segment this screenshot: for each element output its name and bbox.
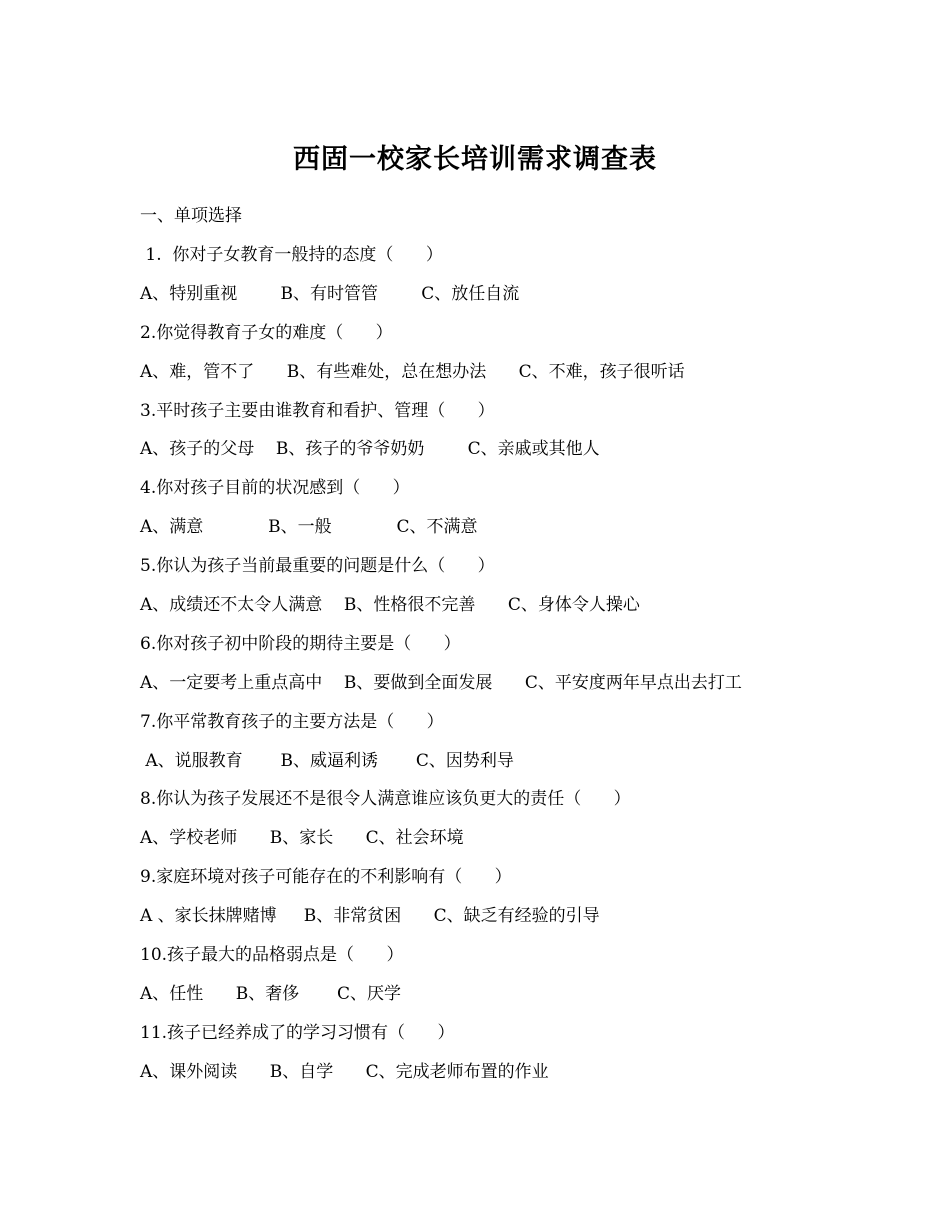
question-text: 孩子已经养成了的学习习惯有（ ） xyxy=(167,1022,455,1043)
question-7 xyxy=(140,709,840,748)
option-c: C、不满意 xyxy=(396,517,478,538)
option-gap xyxy=(333,828,365,848)
option-b: B、有些难处，总在想办法 xyxy=(286,361,487,382)
option-gap xyxy=(322,595,344,615)
question-text: 你认为孩子当前最重要的问题是什么（ ） xyxy=(156,556,495,577)
option-gap xyxy=(237,284,280,304)
option-gap xyxy=(237,1062,269,1082)
option-b: B、非常贫困 xyxy=(303,906,402,927)
option-c: C、平安度两年早点出去打工 xyxy=(524,672,742,693)
option-a: A、一定要考上重点高中 xyxy=(140,672,323,693)
question-number: 11. xyxy=(140,1022,168,1043)
option-c: C、缺乏有经验的引导 xyxy=(433,906,600,927)
question-6-options xyxy=(140,670,840,709)
question-number: 3. xyxy=(140,400,157,421)
question-text: 你对子女教育一般持的态度（ ） xyxy=(167,245,443,265)
option-b: B、奢侈 xyxy=(235,983,300,1004)
question-7-options xyxy=(140,748,840,787)
option-c: C、亲戚或其他人 xyxy=(467,439,600,460)
question-3 xyxy=(140,398,840,437)
question-number: 1. xyxy=(140,245,168,265)
option-c: C、因势利导 xyxy=(415,750,514,771)
option-gap xyxy=(299,984,337,1004)
question-number: 9. xyxy=(140,867,157,888)
option-gap xyxy=(243,751,281,771)
question-list xyxy=(140,242,840,1098)
question-9-options xyxy=(140,903,840,942)
option-gap xyxy=(424,439,467,459)
question-2-options xyxy=(140,359,840,398)
option-gap xyxy=(378,284,421,304)
question-text: 孩子最大的品格弱点是（ ） xyxy=(167,945,404,966)
option-b: B、性格很不完善 xyxy=(343,595,476,616)
option-gap xyxy=(203,517,268,537)
question-8-options xyxy=(140,825,840,864)
question-10-options xyxy=(140,981,840,1020)
option-b: B、一般 xyxy=(268,517,332,538)
option-gap xyxy=(254,439,276,459)
option-c: C、放任自流 xyxy=(421,283,520,304)
question-number: 6. xyxy=(140,633,157,654)
option-a: A、成绩还不太令人满意 xyxy=(140,595,323,616)
question-number: 7. xyxy=(140,711,157,732)
option-a: A、课外阅读 xyxy=(140,1061,238,1082)
question-1-options xyxy=(140,281,840,320)
question-1 xyxy=(140,242,840,281)
option-b: B、要做到全面发展 xyxy=(343,672,493,693)
question-text: 你觉得教育子女的难度（ ） xyxy=(156,322,393,343)
question-text: 你平常教育孩子的主要方法是（ ） xyxy=(156,711,444,732)
option-gap xyxy=(277,906,304,926)
option-c: C、身体令人操心 xyxy=(507,595,640,616)
option-gap xyxy=(401,906,433,926)
option-a: A、特别重视 xyxy=(140,283,238,304)
option-a: A、孩子的父母 xyxy=(140,439,255,460)
question-number: 2. xyxy=(140,322,157,343)
question-11-options xyxy=(140,1059,840,1098)
option-b: B、家长 xyxy=(269,828,334,849)
option-gap xyxy=(332,517,397,537)
option-gap xyxy=(322,673,344,693)
option-a: A、满意 xyxy=(140,517,204,538)
option-b: B、自学 xyxy=(269,1061,334,1082)
option-c: C、完成老师布置的作业 xyxy=(365,1061,549,1082)
document-title: 西固一校家长培训需求调查表 xyxy=(293,144,657,175)
question-text: 你对孩子初中阶段的期待主要是（ ） xyxy=(156,633,461,654)
option-b: B、孩子的爷爷奶奶 xyxy=(275,439,425,460)
question-text: 你认为孩子发展还不是很令人满意谁应该负更大的责任（ ） xyxy=(156,789,631,810)
option-gap xyxy=(237,828,269,848)
option-a: A、难，管不了 xyxy=(140,361,255,382)
section-heading: 一、单项选择 xyxy=(140,206,242,226)
question-11 xyxy=(140,1020,840,1059)
question-9 xyxy=(140,864,840,903)
question-10 xyxy=(140,942,840,981)
option-gap xyxy=(203,984,235,1004)
question-6 xyxy=(140,631,840,670)
option-a: A、学校老师 xyxy=(140,828,238,849)
option-gap xyxy=(475,595,507,615)
question-3-options xyxy=(140,436,840,475)
question-5-options xyxy=(140,592,840,631)
option-a: A、任性 xyxy=(140,983,204,1004)
question-number: 10. xyxy=(140,945,168,966)
question-5 xyxy=(140,553,840,592)
option-gap xyxy=(486,362,518,382)
question-2 xyxy=(140,320,840,359)
question-number: 8. xyxy=(140,789,157,810)
option-b: B、有时管管 xyxy=(280,283,379,304)
question-number: 5. xyxy=(140,556,157,577)
question-8 xyxy=(140,786,840,825)
option-b: B、威逼利诱 xyxy=(280,750,379,771)
question-text: 平时孩子主要由谁教育和看护、管理（ ） xyxy=(156,400,495,421)
option-c: C、厌学 xyxy=(337,983,402,1004)
question-number: 4. xyxy=(140,478,157,499)
option-a: A、说服教育 xyxy=(140,750,243,771)
question-4 xyxy=(140,475,840,514)
option-a: A 、家长抹牌赌博 xyxy=(140,906,277,927)
question-4-options xyxy=(140,514,840,553)
option-gap xyxy=(333,1062,365,1082)
question-text: 家庭环境对孩子可能存在的不利影响有（ ） xyxy=(156,867,512,888)
option-gap xyxy=(378,751,416,771)
option-gap xyxy=(254,362,286,382)
option-gap xyxy=(492,673,524,693)
option-c: C、社会环境 xyxy=(365,828,464,849)
question-text: 你对孩子目前的状况感到（ ） xyxy=(156,478,410,499)
option-c: C、不难，孩子很听话 xyxy=(518,361,685,382)
